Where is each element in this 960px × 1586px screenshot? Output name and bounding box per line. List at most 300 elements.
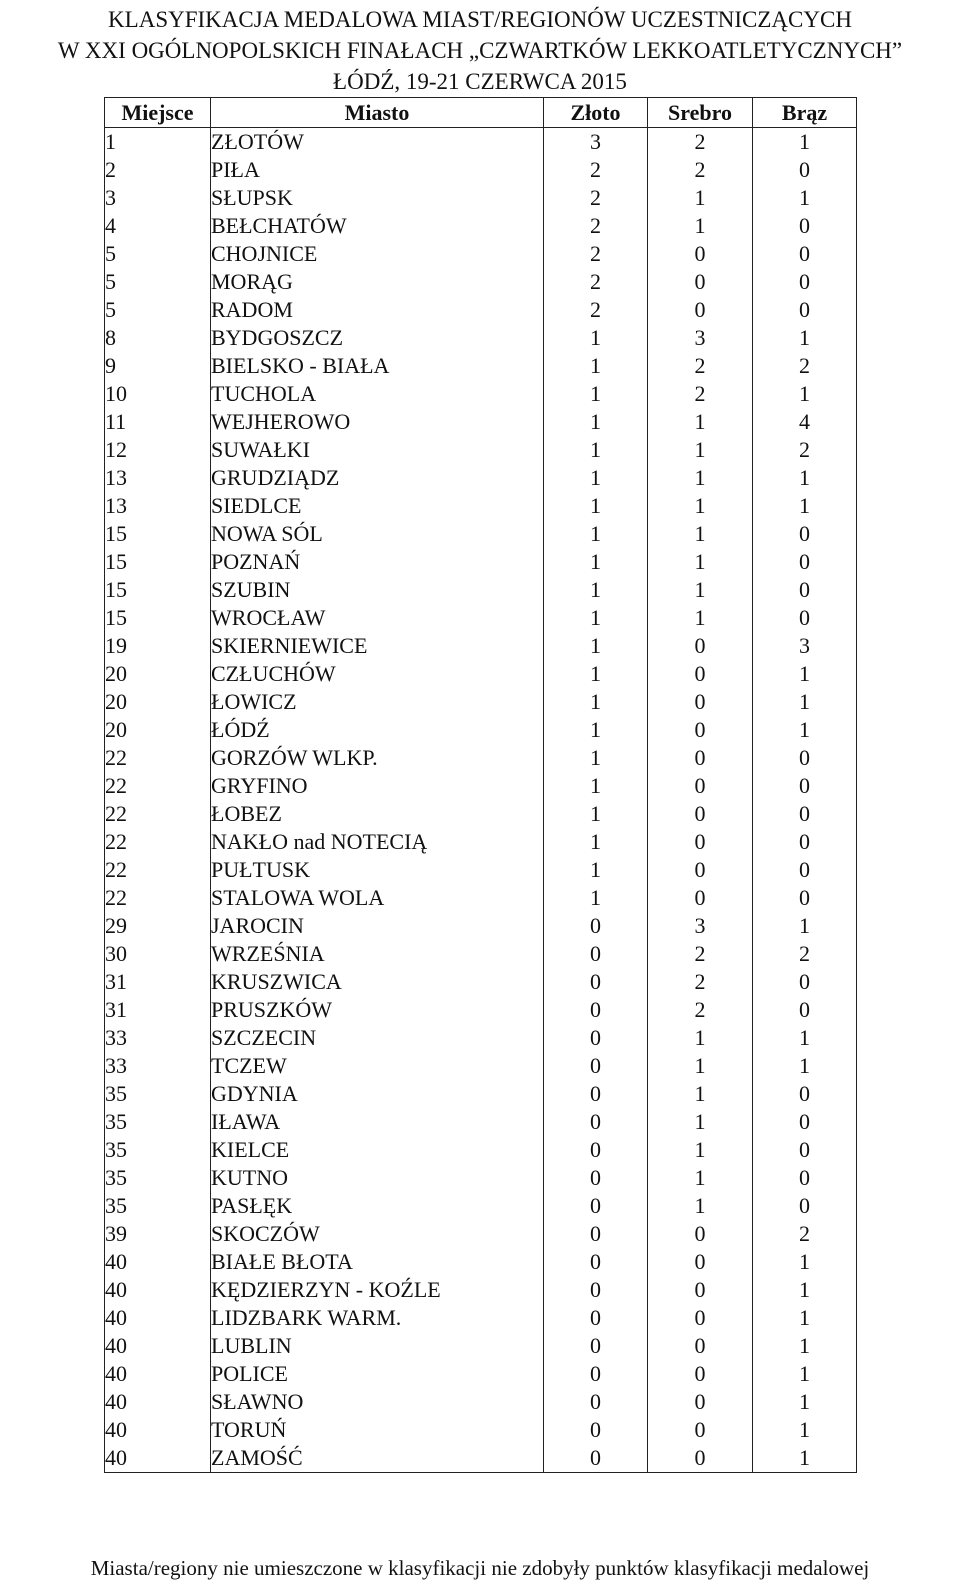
city-cell: POZNAŃ — [211, 548, 544, 576]
silver-cell: 0 — [648, 688, 753, 716]
city-cell: PUŁTUSK — [211, 856, 544, 884]
silver-cell: 0 — [648, 716, 753, 744]
gold-cell: 1 — [544, 604, 648, 632]
table-row — [105, 968, 857, 996]
rank-cell: 11 — [105, 408, 211, 436]
city-cell: SKOCZÓW — [211, 1220, 544, 1248]
rank-cell: 35 — [105, 1164, 211, 1192]
silver-cell: 1 — [648, 1164, 753, 1192]
silver-cell: 0 — [648, 1388, 753, 1416]
bronze-cell: 0 — [753, 968, 857, 996]
gold-cell: 0 — [544, 1444, 648, 1473]
city-cell: BIAŁE BŁOTA — [211, 1248, 544, 1276]
city-cell: PIŁA — [211, 156, 544, 184]
silver-cell: 1 — [648, 520, 753, 548]
bronze-cell: 0 — [753, 744, 857, 772]
silver-cell: 0 — [648, 1444, 753, 1473]
city-cell: TCZEW — [211, 1052, 544, 1080]
silver-cell: 1 — [648, 184, 753, 212]
bronze-cell: 0 — [753, 1192, 857, 1220]
table-row — [105, 800, 857, 828]
bronze-cell: 1 — [753, 464, 857, 492]
city-cell: SUWAŁKI — [211, 436, 544, 464]
table-row — [105, 1052, 857, 1080]
bronze-cell: 0 — [753, 1108, 857, 1136]
city-cell: JAROCIN — [211, 912, 544, 940]
rank-cell: 40 — [105, 1248, 211, 1276]
city-cell: ŁOWICZ — [211, 688, 544, 716]
city-cell: POLICE — [211, 1360, 544, 1388]
bronze-cell: 2 — [753, 352, 857, 380]
table-row — [105, 212, 857, 240]
rank-cell: 40 — [105, 1388, 211, 1416]
silver-cell: 2 — [648, 156, 753, 184]
gold-cell: 0 — [544, 940, 648, 968]
rank-cell: 20 — [105, 660, 211, 688]
silver-cell: 2 — [648, 352, 753, 380]
city-cell: WROCŁAW — [211, 604, 544, 632]
bronze-cell: 2 — [753, 436, 857, 464]
bronze-cell: 1 — [753, 1444, 857, 1473]
city-cell: SIEDLCE — [211, 492, 544, 520]
gold-cell: 1 — [544, 520, 648, 548]
gold-cell: 0 — [544, 1388, 648, 1416]
silver-cell: 1 — [648, 212, 753, 240]
rank-cell: 12 — [105, 436, 211, 464]
rank-cell: 15 — [105, 576, 211, 604]
gold-cell: 0 — [544, 996, 648, 1024]
silver-cell: 2 — [648, 940, 753, 968]
silver-cell: 2 — [648, 996, 753, 1024]
silver-cell: 0 — [648, 1220, 753, 1248]
rank-cell: 40 — [105, 1304, 211, 1332]
rank-cell: 5 — [105, 268, 211, 296]
rank-cell: 4 — [105, 212, 211, 240]
city-cell: SŁAWNO — [211, 1388, 544, 1416]
city-cell: NAKŁO nad NOTECIĄ — [211, 828, 544, 856]
city-cell: GRYFINO — [211, 772, 544, 800]
bronze-cell: 0 — [753, 828, 857, 856]
table-row — [105, 1416, 857, 1444]
rank-cell: 35 — [105, 1080, 211, 1108]
table-row — [105, 1276, 857, 1304]
gold-cell: 2 — [544, 184, 648, 212]
gold-cell: 0 — [544, 1164, 648, 1192]
table-row — [105, 352, 857, 380]
city-cell: IŁAWA — [211, 1108, 544, 1136]
table-row — [105, 296, 857, 324]
city-cell: CZŁUCHÓW — [211, 660, 544, 688]
col-header-braz: Brąz — [753, 98, 857, 128]
gold-cell: 0 — [544, 1108, 648, 1136]
silver-cell: 0 — [648, 1360, 753, 1388]
gold-cell: 0 — [544, 1136, 648, 1164]
bronze-cell: 1 — [753, 688, 857, 716]
silver-cell: 0 — [648, 772, 753, 800]
rank-cell: 22 — [105, 884, 211, 912]
table-row — [105, 408, 857, 436]
table-row — [105, 1248, 857, 1276]
rank-cell: 31 — [105, 996, 211, 1024]
city-cell: GORZÓW WLKP. — [211, 744, 544, 772]
title-line-3: ŁÓDŹ, 19-21 CZERWCA 2015 — [333, 69, 627, 94]
bronze-cell: 0 — [753, 212, 857, 240]
bronze-cell: 0 — [753, 548, 857, 576]
gold-cell: 0 — [544, 1024, 648, 1052]
city-cell: STALOWA WOLA — [211, 884, 544, 912]
silver-cell: 1 — [648, 436, 753, 464]
silver-cell: 1 — [648, 408, 753, 436]
gold-cell: 3 — [544, 128, 648, 157]
rank-cell: 20 — [105, 716, 211, 744]
rank-cell: 9 — [105, 352, 211, 380]
gold-cell: 1 — [544, 576, 648, 604]
city-cell: PRUSZKÓW — [211, 996, 544, 1024]
gold-cell: 1 — [544, 772, 648, 800]
city-cell: MORĄG — [211, 268, 544, 296]
silver-cell: 1 — [648, 1052, 753, 1080]
bronze-cell: 1 — [753, 716, 857, 744]
silver-cell: 1 — [648, 1192, 753, 1220]
table-row — [105, 1332, 857, 1360]
city-cell: KĘDZIERZYN - KOŹLE — [211, 1276, 544, 1304]
silver-cell: 2 — [648, 968, 753, 996]
bronze-cell: 1 — [753, 1052, 857, 1080]
bronze-cell: 1 — [753, 1276, 857, 1304]
silver-cell: 0 — [648, 744, 753, 772]
city-cell: SZUBIN — [211, 576, 544, 604]
title-line-2: W XXI OGÓLNOPOLSKICH FINAŁACH „CZWARTKÓW LEKKOATLETYCZNYCH” — [57, 38, 903, 63]
city-cell: LIDZBARK WARM. — [211, 1304, 544, 1332]
city-cell: GRUDZIĄDZ — [211, 464, 544, 492]
rank-cell: 19 — [105, 632, 211, 660]
rank-cell: 3 — [105, 184, 211, 212]
table-row — [105, 128, 857, 157]
rank-cell: 22 — [105, 856, 211, 884]
bronze-cell: 1 — [753, 128, 857, 157]
gold-cell: 1 — [544, 632, 648, 660]
bronze-cell: 1 — [753, 1304, 857, 1332]
gold-cell: 1 — [544, 828, 648, 856]
silver-cell: 0 — [648, 1248, 753, 1276]
gold-cell: 1 — [544, 744, 648, 772]
silver-cell: 0 — [648, 240, 753, 268]
gold-cell: 1 — [544, 436, 648, 464]
city-cell: ŁOBEZ — [211, 800, 544, 828]
table-row — [105, 1220, 857, 1248]
table-row — [105, 184, 857, 212]
table-row — [105, 940, 857, 968]
table-row — [105, 156, 857, 184]
rank-cell: 15 — [105, 520, 211, 548]
bronze-cell: 1 — [753, 1388, 857, 1416]
silver-cell: 0 — [648, 1332, 753, 1360]
silver-cell: 0 — [648, 1416, 753, 1444]
col-header-srebro: Srebro — [648, 98, 753, 128]
city-cell: ŁÓDŹ — [211, 716, 544, 744]
rank-cell: 13 — [105, 464, 211, 492]
bronze-cell: 0 — [753, 576, 857, 604]
gold-cell: 1 — [544, 548, 648, 576]
silver-cell: 0 — [648, 632, 753, 660]
city-cell: BEŁCHATÓW — [211, 212, 544, 240]
bronze-cell: 0 — [753, 296, 857, 324]
bronze-cell: 4 — [753, 408, 857, 436]
medal-table — [104, 97, 857, 1473]
city-cell: BIELSKO - BIAŁA — [211, 352, 544, 380]
silver-cell: 0 — [648, 296, 753, 324]
city-cell: BYDGOSZCZ — [211, 324, 544, 352]
table-row — [105, 688, 857, 716]
rank-cell: 22 — [105, 800, 211, 828]
table-row — [105, 1444, 857, 1473]
rank-cell: 15 — [105, 604, 211, 632]
rank-cell: 22 — [105, 744, 211, 772]
silver-cell: 0 — [648, 268, 753, 296]
bronze-cell: 0 — [753, 156, 857, 184]
city-cell: NOWA SÓL — [211, 520, 544, 548]
city-cell: WRZEŚNIA — [211, 940, 544, 968]
bronze-cell: 0 — [753, 240, 857, 268]
table-row — [105, 492, 857, 520]
bronze-cell: 1 — [753, 1360, 857, 1388]
silver-cell: 0 — [648, 884, 753, 912]
bronze-cell: 1 — [753, 184, 857, 212]
rank-cell: 33 — [105, 1052, 211, 1080]
rank-cell: 40 — [105, 1444, 211, 1473]
table-row — [105, 1164, 857, 1192]
silver-cell: 0 — [648, 800, 753, 828]
table-row — [105, 548, 857, 576]
table-row — [105, 632, 857, 660]
silver-cell: 3 — [648, 912, 753, 940]
bronze-cell: 0 — [753, 884, 857, 912]
rank-cell: 10 — [105, 380, 211, 408]
bronze-cell: 2 — [753, 1220, 857, 1248]
header-row — [105, 98, 857, 128]
gold-cell: 1 — [544, 324, 648, 352]
gold-cell: 0 — [544, 1192, 648, 1220]
document-header — [0, 0, 960, 97]
silver-cell: 1 — [648, 464, 753, 492]
rank-cell: 40 — [105, 1332, 211, 1360]
bronze-cell: 1 — [753, 660, 857, 688]
silver-cell: 1 — [648, 576, 753, 604]
bronze-cell: 0 — [753, 772, 857, 800]
table-row — [105, 1080, 857, 1108]
bronze-cell: 1 — [753, 1024, 857, 1052]
city-cell: SZCZECIN — [211, 1024, 544, 1052]
table-row — [105, 604, 857, 632]
bronze-cell: 1 — [753, 380, 857, 408]
city-cell: KIELCE — [211, 1136, 544, 1164]
bronze-cell: 0 — [753, 1080, 857, 1108]
gold-cell: 1 — [544, 660, 648, 688]
table-row — [105, 1388, 857, 1416]
col-header-miasto: Miasto — [211, 98, 544, 128]
city-cell: KRUSZWICA — [211, 968, 544, 996]
city-cell: SŁUPSK — [211, 184, 544, 212]
gold-cell: 0 — [544, 1080, 648, 1108]
bronze-cell: 0 — [753, 800, 857, 828]
bronze-cell: 0 — [753, 1164, 857, 1192]
bronze-cell: 1 — [753, 1248, 857, 1276]
table-row — [105, 1024, 857, 1052]
rank-cell: 40 — [105, 1360, 211, 1388]
rank-cell: 30 — [105, 940, 211, 968]
gold-cell: 0 — [544, 1360, 648, 1388]
bronze-cell: 3 — [753, 632, 857, 660]
bronze-cell: 1 — [753, 912, 857, 940]
bronze-cell: 0 — [753, 996, 857, 1024]
col-header-miejsce: Miejsce — [105, 98, 211, 128]
gold-cell: 2 — [544, 156, 648, 184]
table-row — [105, 744, 857, 772]
silver-cell: 0 — [648, 660, 753, 688]
bronze-cell: 0 — [753, 856, 857, 884]
silver-cell: 1 — [648, 548, 753, 576]
rank-cell: 20 — [105, 688, 211, 716]
rank-cell: 35 — [105, 1192, 211, 1220]
silver-cell: 1 — [648, 1080, 753, 1108]
city-cell: PASŁĘK — [211, 1192, 544, 1220]
gold-cell: 2 — [544, 240, 648, 268]
silver-cell: 0 — [648, 856, 753, 884]
table-row — [105, 464, 857, 492]
silver-cell: 0 — [648, 1276, 753, 1304]
gold-cell: 1 — [544, 856, 648, 884]
bronze-cell: 0 — [753, 1136, 857, 1164]
gold-cell: 1 — [544, 352, 648, 380]
bronze-cell: 1 — [753, 324, 857, 352]
rank-cell: 22 — [105, 828, 211, 856]
table-row — [105, 660, 857, 688]
table-row — [105, 380, 857, 408]
gold-cell: 0 — [544, 1052, 648, 1080]
bronze-cell: 1 — [753, 1416, 857, 1444]
rank-cell: 40 — [105, 1276, 211, 1304]
table-row — [105, 1192, 857, 1220]
city-cell: ZAMOŚĆ — [211, 1444, 544, 1473]
rank-cell: 13 — [105, 492, 211, 520]
city-cell: SKIERNIEWICE — [211, 632, 544, 660]
gold-cell: 0 — [544, 1220, 648, 1248]
gold-cell: 1 — [544, 380, 648, 408]
gold-cell: 0 — [544, 968, 648, 996]
silver-cell: 0 — [648, 1304, 753, 1332]
rank-cell: 39 — [105, 1220, 211, 1248]
gold-cell: 1 — [544, 492, 648, 520]
table-row — [105, 1136, 857, 1164]
table-row — [105, 1108, 857, 1136]
table-row — [105, 1304, 857, 1332]
table-row — [105, 716, 857, 744]
gold-cell: 0 — [544, 1416, 648, 1444]
silver-cell: 2 — [648, 380, 753, 408]
silver-cell: 2 — [648, 128, 753, 157]
gold-cell: 1 — [544, 716, 648, 744]
table-row — [105, 324, 857, 352]
table-row — [105, 884, 857, 912]
bronze-cell: 1 — [753, 492, 857, 520]
gold-cell: 2 — [544, 296, 648, 324]
city-cell: GDYNIA — [211, 1080, 544, 1108]
footer-note: Miasta/regiony nie umieszczone w klasyfikacji nie zdobyły punktów klasyfikacji medalowej — [90, 1556, 870, 1580]
table-row — [105, 912, 857, 940]
rank-cell: 15 — [105, 548, 211, 576]
table-row — [105, 520, 857, 548]
rank-cell: 29 — [105, 912, 211, 940]
gold-cell: 1 — [544, 884, 648, 912]
city-cell: WEJHEROWO — [211, 408, 544, 436]
rank-cell: 35 — [105, 1136, 211, 1164]
city-cell: KUTNO — [211, 1164, 544, 1192]
rank-cell: 1 — [105, 128, 211, 157]
table-row — [105, 576, 857, 604]
city-cell: RADOM — [211, 296, 544, 324]
gold-cell: 0 — [544, 1248, 648, 1276]
gold-cell: 1 — [544, 408, 648, 436]
rank-cell: 2 — [105, 156, 211, 184]
gold-cell: 1 — [544, 688, 648, 716]
city-cell: CHOJNICE — [211, 240, 544, 268]
city-cell: ZŁOTÓW — [211, 128, 544, 157]
table-row — [105, 1360, 857, 1388]
gold-cell: 2 — [544, 268, 648, 296]
table-row — [105, 996, 857, 1024]
gold-cell: 0 — [544, 1332, 648, 1360]
table-row — [105, 240, 857, 268]
title-line-1: KLASYFIKACJA MEDALOWA MIAST/REGIONÓW UCZESTNICZĄCYCH — [108, 7, 852, 32]
col-header-zloto: Złoto — [544, 98, 648, 128]
rank-cell: 5 — [105, 240, 211, 268]
gold-cell: 1 — [544, 800, 648, 828]
bronze-cell: 2 — [753, 940, 857, 968]
silver-cell: 1 — [648, 1024, 753, 1052]
silver-cell: 1 — [648, 1108, 753, 1136]
bronze-cell: 1 — [753, 1332, 857, 1360]
rank-cell: 22 — [105, 772, 211, 800]
silver-cell: 0 — [648, 828, 753, 856]
gold-cell: 0 — [544, 1276, 648, 1304]
city-cell: LUBLIN — [211, 1332, 544, 1360]
gold-cell: 1 — [544, 464, 648, 492]
rank-cell: 5 — [105, 296, 211, 324]
medal-table-body — [105, 128, 857, 1473]
table-row — [105, 856, 857, 884]
city-cell: TUCHOLA — [211, 380, 544, 408]
table-row — [105, 436, 857, 464]
gold-cell: 2 — [544, 212, 648, 240]
bronze-cell: 0 — [753, 520, 857, 548]
table-row — [105, 772, 857, 800]
silver-cell: 1 — [648, 1136, 753, 1164]
silver-cell: 1 — [648, 492, 753, 520]
gold-cell: 0 — [544, 1304, 648, 1332]
gold-cell: 0 — [544, 912, 648, 940]
bronze-cell: 0 — [753, 604, 857, 632]
city-cell: TORUŃ — [211, 1416, 544, 1444]
rank-cell: 40 — [105, 1416, 211, 1444]
rank-cell: 31 — [105, 968, 211, 996]
silver-cell: 3 — [648, 324, 753, 352]
silver-cell: 1 — [648, 604, 753, 632]
rank-cell: 33 — [105, 1024, 211, 1052]
table-row — [105, 268, 857, 296]
rank-cell: 35 — [105, 1108, 211, 1136]
bronze-cell: 0 — [753, 268, 857, 296]
table-row — [105, 828, 857, 856]
